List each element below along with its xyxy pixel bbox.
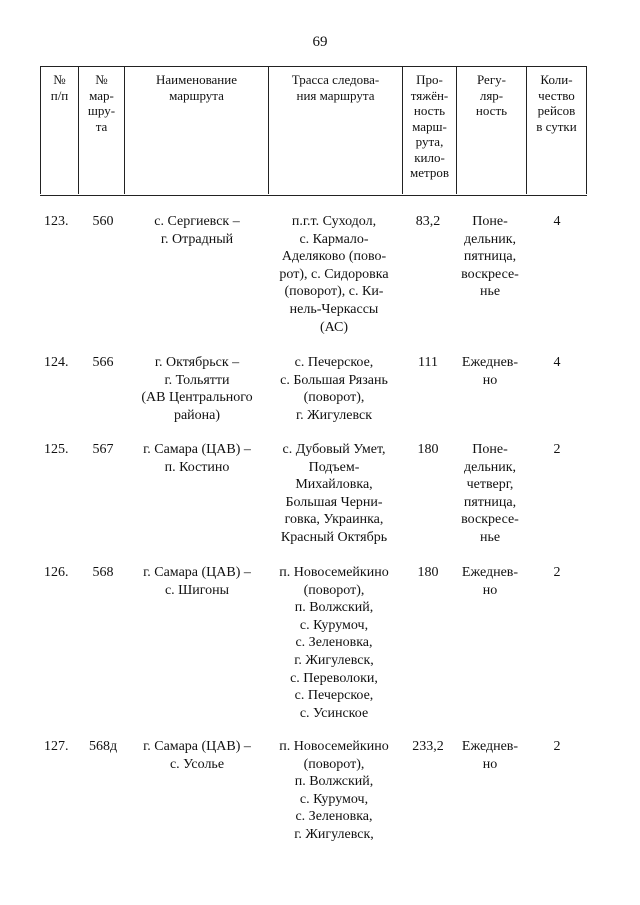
row-route-name: г. Самара (ЦАВ) – п. Костино xyxy=(143,442,251,475)
row-length: 180 xyxy=(417,565,439,580)
header-route: № мар- шру- та xyxy=(78,66,124,194)
row-length: 83,2 xyxy=(415,214,441,229)
row-trip-count: 2 xyxy=(553,739,561,754)
row-route-number: 567 xyxy=(92,442,114,457)
row-route-path: п.г.т. Суходол, с. Кармало- Аделяково (пово- рот), с. Сидоровка (поворот), с. Ки- нель-Черкассы (АС) xyxy=(279,214,389,335)
row-regularity: Поне- дельник, четверг, пятница, воскресе- нье xyxy=(461,442,519,545)
header-length: Про- тяжён- ность марш- рута, кило- метров xyxy=(402,66,456,194)
row-regularity: Ежеднев- но xyxy=(461,565,519,598)
row-route-number: 568 xyxy=(92,565,114,580)
row-regularity: Поне- дельник, пятница, воскресе- нье xyxy=(461,214,519,300)
row-num: 125. xyxy=(44,442,69,457)
row-route-path: с. Дубовый Умет, Подъем- Михайловка, Большая Черни- говка, Украинка, Красный Октябрь xyxy=(280,442,388,545)
row-route-number: 568д xyxy=(88,739,118,754)
row-regularity: Ежеднев- но xyxy=(461,739,519,772)
row-trip-count: 2 xyxy=(553,565,561,580)
row-length: 233,2 xyxy=(412,739,444,754)
row-route-name: г. Октябрьск – г. Тольятти (АВ Центрального района) xyxy=(141,355,253,423)
row-route-number: 566 xyxy=(92,355,114,370)
row-route-name: г. Самара (ЦАВ) – с. Шигоны xyxy=(143,565,251,598)
row-num: 127. xyxy=(44,739,69,754)
row-length: 180 xyxy=(417,442,439,457)
row-length: 111 xyxy=(418,355,438,370)
row-num: 126. xyxy=(44,565,69,580)
row-route-number: 560 xyxy=(92,214,114,229)
row-route-path: п. Новосемейкино (поворот), п. Волжский, с. Курумоч, с. Зеленовка, г. Жигулевск, с. Переволоки, с. Печерское, с. Усинское xyxy=(279,565,389,721)
row-route-name: с. Сергиевск – г. Отрадный xyxy=(154,214,240,247)
row-trip-count: 4 xyxy=(553,214,561,229)
row-route-path: п. Новосемейкино (поворот), п. Волжский, с. Курумоч, с. Зеленовка, г. Жигулевск, xyxy=(279,739,389,842)
page-number: 69 xyxy=(312,34,328,50)
header-count: Коли- чество рейсов в сутки xyxy=(526,66,587,194)
row-trip-count: 4 xyxy=(553,355,561,370)
header-num: № п/п xyxy=(40,66,78,194)
header-name: Наименование маршрута xyxy=(124,66,268,194)
row-num: 123. xyxy=(44,214,69,229)
row-regularity: Ежеднев- но xyxy=(461,355,519,388)
row-route-path: с. Печерское, с. Большая Рязань (поворот), г. Жигулевск xyxy=(280,355,388,423)
header-regularity: Регу- ляр- ность xyxy=(456,66,526,194)
row-num: 124. xyxy=(44,355,69,370)
header-path: Трасса следова- ния маршрута xyxy=(268,66,402,194)
row-trip-count: 2 xyxy=(553,442,561,457)
row-route-name: г. Самара (ЦАВ) – с. Усолье xyxy=(143,739,251,772)
